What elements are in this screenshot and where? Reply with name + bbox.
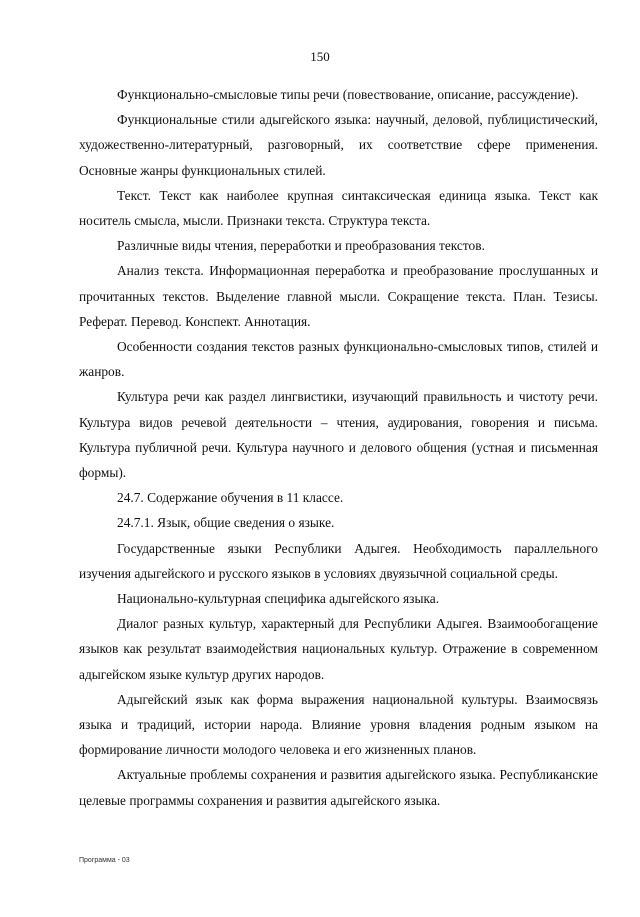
paragraph-functional-styles: Функциональные стили адыгейского языка: научный, деловой, публицистический, художественно-литературный, разговорный, их соответствие сфере применения. Основные жанры функциональных стилей. [79,112,598,178]
section-heading-11-class: 24.7. Содержание обучения в 11 классе. [117,490,344,506]
paragraph-text-definition: Текст. Текст как наиболее крупная синтаксическая единица языка. Текст как носитель смысла, мысли. Признаки текста. Структура текста. [79,187,598,229]
paragraph-state-languages: Государственные языки Республики Адыгея. Необходимость параллельного изучения адыгейского и русского языков в условиях двуязычной социальной среды. [79,540,598,581]
paragraph-language-preservation: Актуальные проблемы сохранения и развития адыгейского языка. Республиканские целевые программы сохранения и развития адыгейского языка. [79,767,598,808]
body-text [79,82,598,813]
paragraph-speech-culture: Культура речи как раздел лингвистики, изучающий правильность и чистоту речи. Культура видов речевой деятельности – чтения, аудирования, говорения и письма. Культура публичной речи. Культура научного и делового общения (устная и письменная формы). [79,389,598,481]
paragraph-speech-types: Функционально-смысловые типы речи (повествование, описание, рассуждение). [117,87,579,102]
page-footer: Программа - 03 [79,857,130,864]
paragraph-reading-types: Различные виды чтения, переработки и преобразования текстов. [117,238,485,254]
subsection-heading-language: 24.7.1. Язык, общие сведения о языке. [117,515,335,531]
paragraph-text-creation: Особенности создания текстов разных функционально-смысловых типов, стилей и жанров. [79,339,598,380]
paragraph-language-as-culture: Адыгейский язык как форма выражения национальной культуры. Взаимосвязь языка и традиций, истории народа. Влияние уровня владения родным языком на формирование личности молодого человека и его жизненных планов. [79,691,598,758]
paragraph-dialogue-of-cultures: Диалог разных культур, характерный для Республики Адыгея. Взаимообогащение языков как результат взаимодействия национальных культур. Отражение в современном адыгейском языке культур других народов. [79,616,598,682]
page-number: 150 [310,49,330,64]
paragraph-national-specifics: Национально-культурная специфика адыгейского языка. [117,591,440,607]
paragraph-text-analysis: Анализ текста. Информационная переработка и преобразование прослушанных и прочитанных текстов. Выделение главной мысли. Сокращение текста. План. Тезисы. Реферат. Перевод. Конспект. Аннотация. [79,263,598,329]
